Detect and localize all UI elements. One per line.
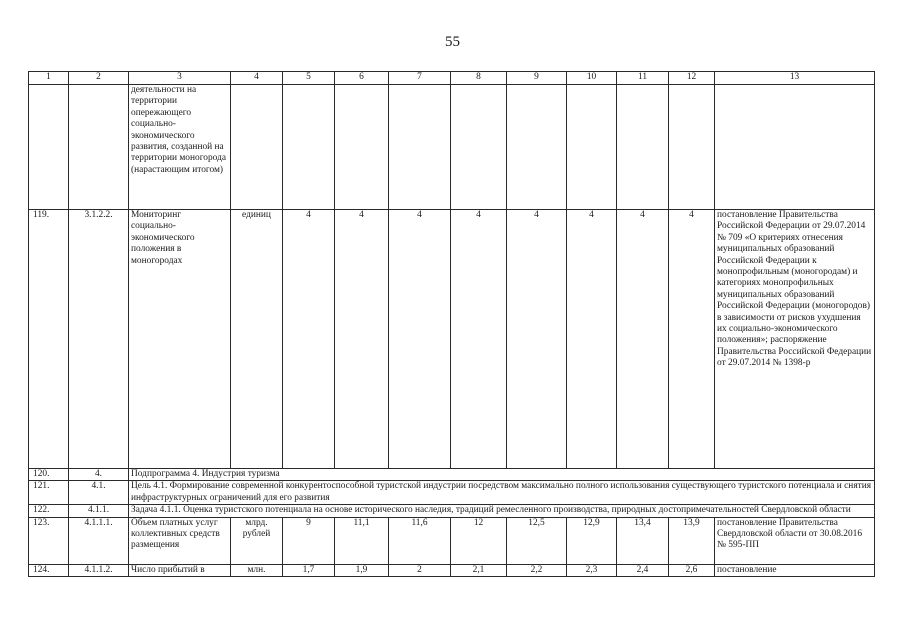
table-row	[29, 505, 875, 517]
value-cell: 2	[389, 564, 451, 576]
value-cell: 4	[617, 210, 669, 469]
row-number: 122.	[29, 505, 69, 517]
value-cell: 1,9	[335, 564, 389, 576]
indicator-name: Число прибытий в	[129, 564, 231, 576]
column-header: 3	[129, 72, 231, 85]
indicator-table	[28, 71, 875, 577]
table-row	[29, 210, 875, 469]
table-row	[29, 481, 875, 505]
table-row	[29, 564, 875, 576]
unit: единиц	[231, 210, 283, 469]
row-number: 121.	[29, 481, 69, 505]
column-header: 9	[507, 72, 567, 85]
unit: млрд. рублей	[231, 517, 283, 564]
task-text: Задача 4.1.1. Оценка туристского потенциала на основе исторического наследия, традиций ремесленного производства, природных достопримечательностей Свердловской области	[129, 505, 875, 517]
indicator-name: деятельности на территории опережающего социально-экономического развития, созданной на территории моногорода (нарастающим итогом)	[129, 85, 231, 210]
value-cell: 2,4	[617, 564, 669, 576]
row-code: 4.1.1.2.	[69, 564, 129, 576]
column-number-row	[29, 72, 875, 85]
column-header: 2	[69, 72, 129, 85]
source-document: постановление Правительства Свердловской области от 30.08.2016 № 595-ПП	[715, 517, 875, 564]
value-cell: 2,3	[567, 564, 617, 576]
column-header: 4	[231, 72, 283, 85]
value-cell: 4	[451, 210, 507, 469]
value-cell: 11,6	[389, 517, 451, 564]
indicator-name: Объем платных услуг коллективных средств размещения	[129, 517, 231, 564]
row-code: 4.	[69, 469, 129, 481]
value-cell: 13,4	[617, 517, 669, 564]
value-cell: 4	[507, 210, 567, 469]
section-heading: Подпрограмма 4. Индустрия туризма	[129, 469, 875, 481]
column-header: 8	[451, 72, 507, 85]
value-cell: 4	[567, 210, 617, 469]
indicator-name: Мониторинг социально-экономического положения в моногородах	[129, 210, 231, 469]
table-row	[29, 517, 875, 564]
table-row-continued	[29, 85, 875, 210]
value-cell: 12	[451, 517, 507, 564]
value-cell: 2,1	[451, 564, 507, 576]
source-document: постановление Правительства Российской Федерации от 29.07.2014 № 709 «О критериях отнесения муниципальных образований Российской Федерации к монопрофильным (моногородам) и категориях монопрофильных муниципальных образований Российской Федерации (моногородов) в зависимости от рисков ухудшения их социально-экономического положения»; распоряжение Правительства Российской Федерации от 29.07.2014 № 1398-р	[715, 210, 875, 469]
column-header: 6	[335, 72, 389, 85]
row-code: 4.1.1.	[69, 505, 129, 517]
value-cell: 4	[669, 210, 715, 469]
column-header: 11	[617, 72, 669, 85]
value-cell: 12,9	[567, 517, 617, 564]
value-cell: 11,1	[335, 517, 389, 564]
value-cell: 2,2	[507, 564, 567, 576]
column-header: 1	[29, 72, 69, 85]
row-code: 4.1.	[69, 481, 129, 505]
row-number: 124.	[29, 564, 69, 576]
value-cell: 2,6	[669, 564, 715, 576]
row-number: 119.	[29, 210, 69, 469]
table-row	[29, 469, 875, 481]
row-code: 4.1.1.1.	[69, 517, 129, 564]
row-code: 3.1.2.2.	[69, 210, 129, 469]
value-cell: 1,7	[283, 564, 335, 576]
column-header: 5	[283, 72, 335, 85]
column-header: 13	[715, 72, 875, 85]
column-header: 10	[567, 72, 617, 85]
page-number: 55	[445, 34, 460, 50]
goal-text: Цель 4.1. Формирование современной конкурентоспособной туристской индустрии посредством максимально полного использования существующего туристского потенциала и снятия инфраструктурных ограничений для его развития	[129, 481, 875, 505]
value-cell: 4	[335, 210, 389, 469]
column-header: 12	[669, 72, 715, 85]
source-document: постановление	[715, 564, 875, 576]
column-header: 7	[389, 72, 451, 85]
row-number: 123.	[29, 517, 69, 564]
value-cell: 4	[389, 210, 451, 469]
value-cell: 4	[283, 210, 335, 469]
unit: млн.	[231, 564, 283, 576]
value-cell: 9	[283, 517, 335, 564]
row-number: 120.	[29, 469, 69, 481]
value-cell: 12,5	[507, 517, 567, 564]
value-cell: 13,9	[669, 517, 715, 564]
